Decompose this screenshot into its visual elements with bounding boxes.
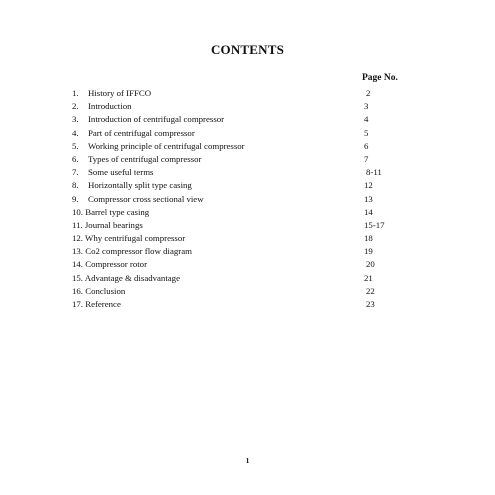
toc-entry <box>72 258 402 271</box>
toc-entry-page: 23 <box>366 299 375 309</box>
toc-entry-page: 15-17 <box>364 219 385 230</box>
toc-entry <box>72 219 402 232</box>
toc-entry-title: 16. Conclusion <box>72 285 126 296</box>
toc-entry-title: Introduction of centrifugal compressor <box>88 114 225 125</box>
toc-entry-page: 21 <box>364 272 373 283</box>
toc-entry-page: 20 <box>366 259 375 270</box>
toc-entry-title: Types of centrifugal compressor <box>88 153 202 164</box>
toc-entry-title: Some useful terms <box>88 167 154 178</box>
toc-entry <box>72 179 402 192</box>
toc-entry-number: 3. <box>72 114 79 125</box>
toc-entry <box>72 206 402 219</box>
toc-entry-page: 5 <box>364 127 369 138</box>
toc-entry-title: Compressor cross sectional view <box>88 193 204 204</box>
toc-entry-number: 6. <box>72 153 79 164</box>
toc-entry <box>72 140 402 153</box>
toc-entry-title: Introduction <box>88 101 132 112</box>
toc-entry-page: 3 <box>364 101 369 112</box>
toc-entry-title: Working principle of centrifugal compressor <box>88 140 245 151</box>
toc-entry-title: 10. Barrel type casing <box>72 206 150 217</box>
toc-entry <box>72 193 402 206</box>
toc-entry-title: 14. Compressor rotor <box>72 259 148 270</box>
toc-entry-number: 7. <box>72 167 79 178</box>
toc-entry <box>72 100 402 113</box>
table-of-contents <box>72 87 402 311</box>
toc-entry-title: 13. Co2 compressor flow diagram <box>72 246 192 257</box>
toc-entry <box>72 232 402 245</box>
toc-entry-page: 14 <box>364 206 373 217</box>
toc-entry-number: 1. <box>72 88 79 98</box>
toc-entry-title: 17. Reference <box>72 299 121 309</box>
toc-entry-title: 11. Journal bearings <box>72 219 143 230</box>
toc-entry <box>72 298 402 311</box>
toc-entry-number: 4. <box>72 127 79 138</box>
toc-entry <box>72 127 402 140</box>
page-no-column-header: Page No. <box>362 73 398 83</box>
toc-entry-page: 22 <box>366 285 375 296</box>
toc-entry-page: 8-11 <box>366 167 382 178</box>
toc-entry-number: 9. <box>72 193 79 204</box>
toc-entry <box>72 153 402 166</box>
toc-entry-page: 6 <box>364 140 369 151</box>
toc-entry-page: 2 <box>366 88 371 98</box>
toc-entry-page: 18 <box>364 233 373 244</box>
toc-entry-number: 8. <box>72 180 79 191</box>
toc-entry-page: 7 <box>364 153 369 164</box>
toc-entry-page: 19 <box>364 246 373 257</box>
footer-page-number: 1 <box>245 456 250 465</box>
toc-entry-page: 4 <box>364 114 369 125</box>
toc-entry <box>72 113 402 126</box>
toc-entry <box>72 166 402 179</box>
toc-entry-title: 15. Advantage & disadvantage <box>72 272 180 283</box>
page-title: CONTENTS <box>210 42 285 57</box>
toc-entry-title: History of IFFCO <box>88 88 152 98</box>
toc-entry-title: 12. Why centrifugal compressor <box>72 233 186 244</box>
toc-entry-number: 2. <box>72 101 79 112</box>
toc-entry <box>72 245 402 258</box>
toc-entry <box>72 87 402 100</box>
toc-entry-title: Horizontally split type casing <box>88 180 192 191</box>
toc-entry-title: Part of centrifugal compressor <box>88 127 195 138</box>
toc-entry-page: 13 <box>364 193 373 204</box>
toc-entry-page: 12 <box>364 180 373 191</box>
toc-entry <box>72 272 402 285</box>
toc-entry <box>72 285 402 298</box>
toc-entry-number: 5. <box>72 140 79 151</box>
